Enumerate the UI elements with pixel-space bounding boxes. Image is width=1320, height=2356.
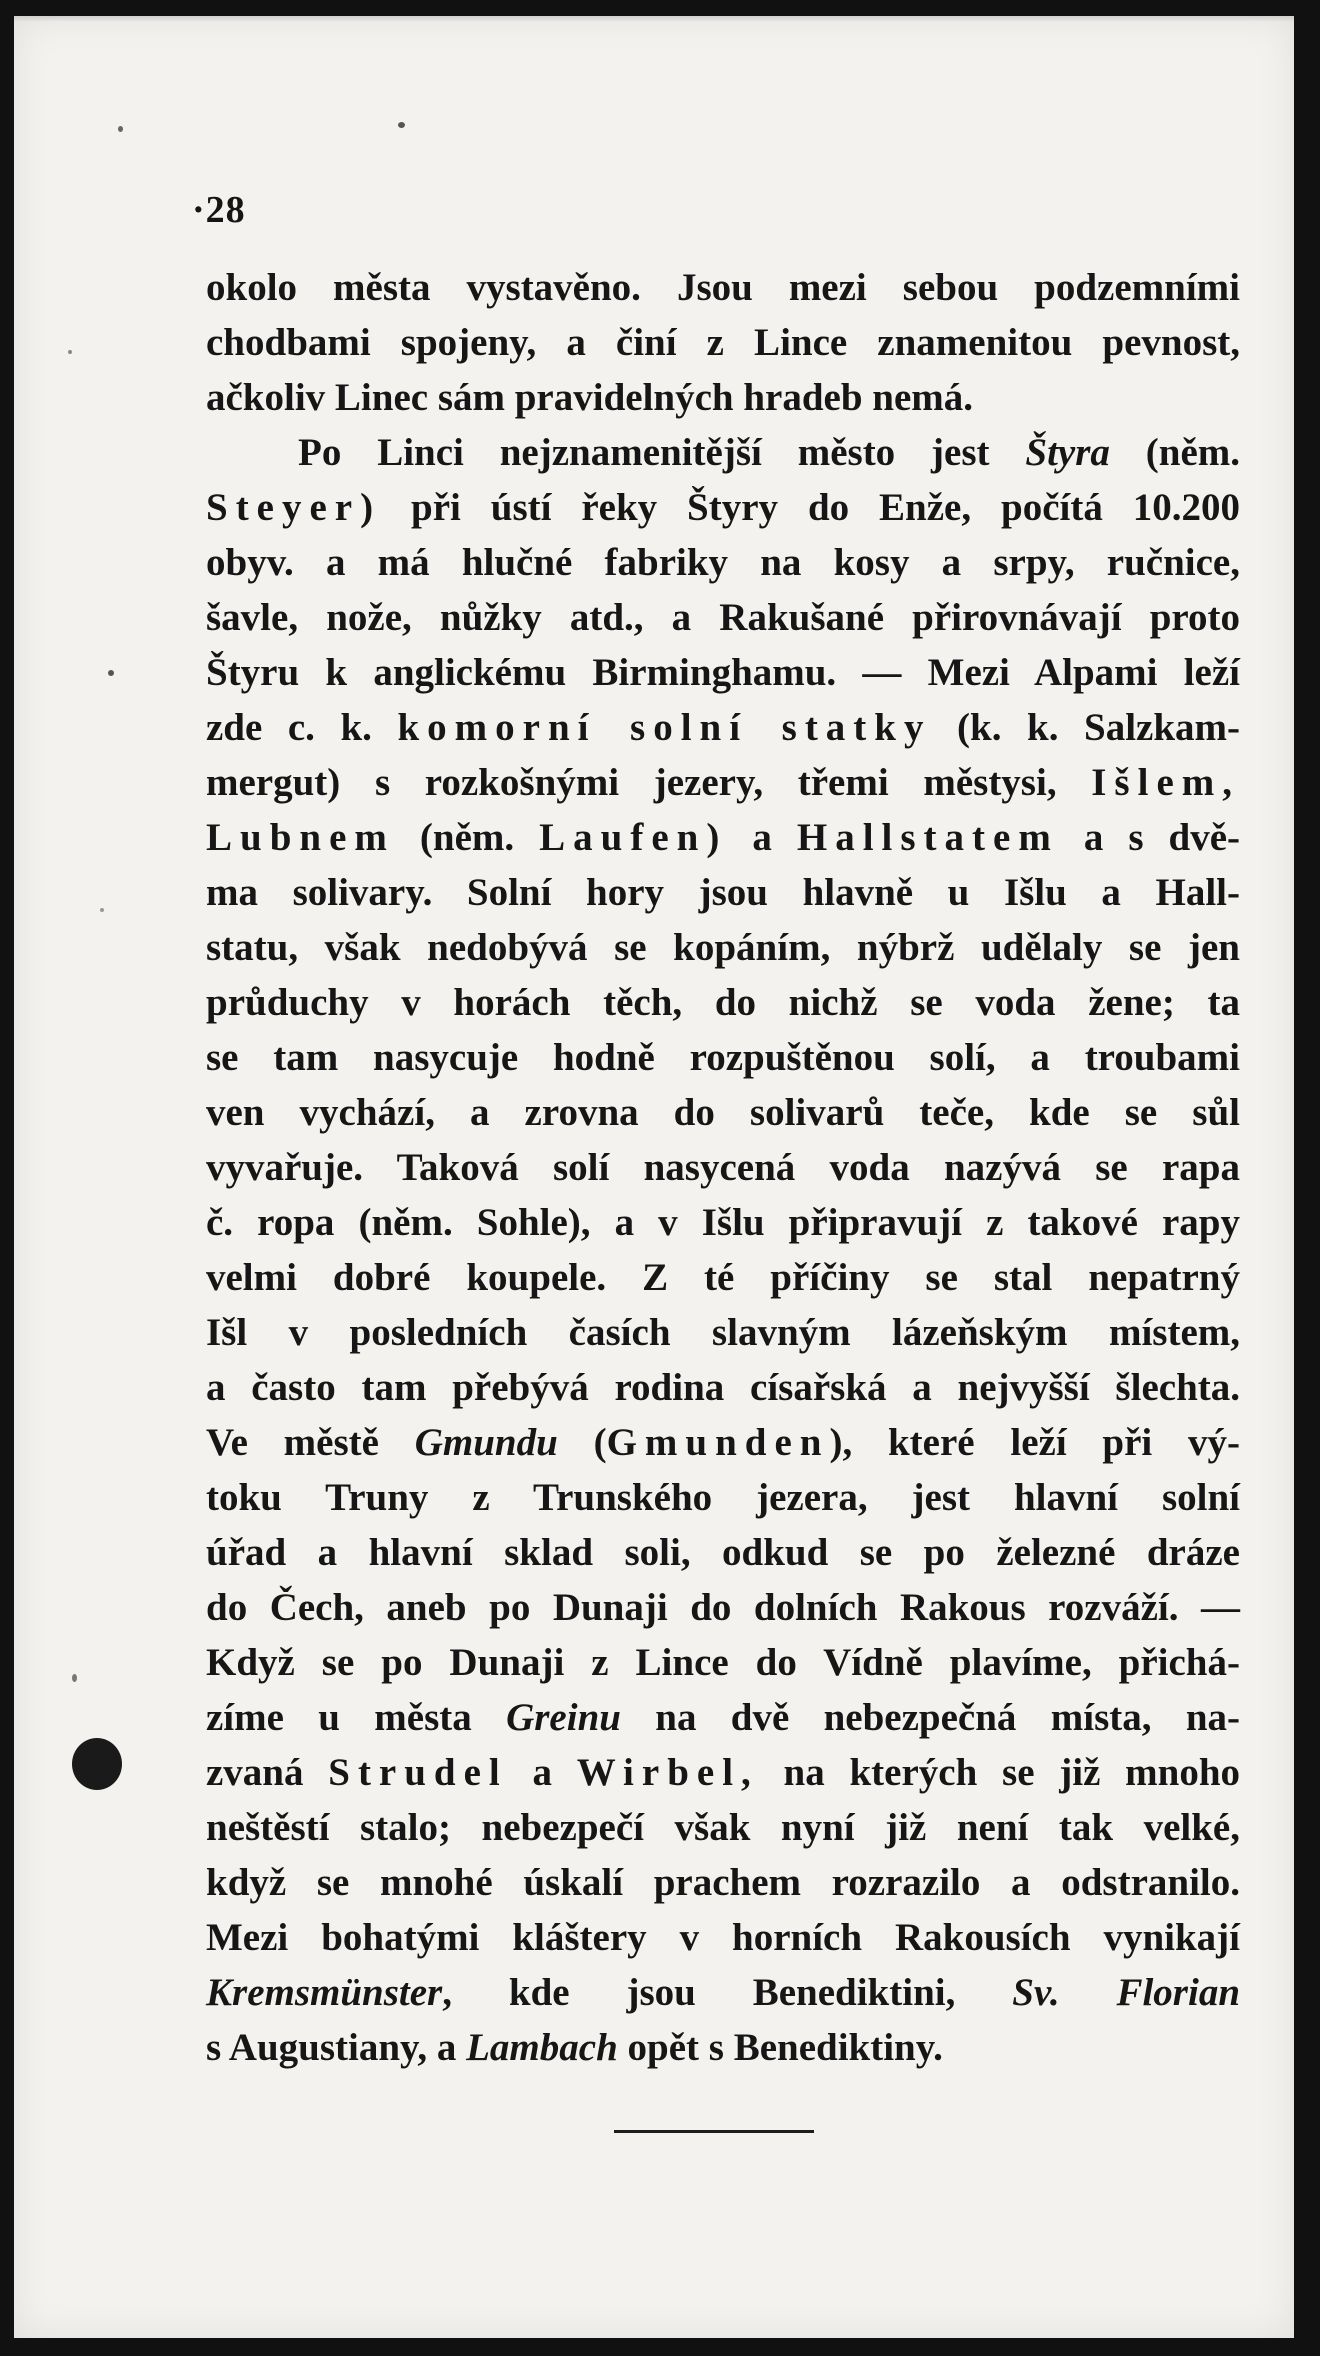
text-line-20 [206,1305,1240,1360]
text-line-26 [206,1635,1240,1690]
text-line-4 [206,425,1240,480]
text-line-15 [206,1030,1240,1085]
text-segment: ven vychází, a zrovna do solivarů teče, kde se sůl [206,1091,1240,1134]
text-segment: statu, však nedobývá se kopáním, nýbrž udělaly se jen [206,926,1240,969]
section-end-rule [614,2130,814,2133]
text-segment: do Čech, aneb po Dunaji do dolních Rakous rozváží. — [206,1586,1240,1629]
text-segment: ma solivary. Solní hory jsou hlavně u Išlu a Hall- [206,871,1240,914]
spaced-term: Laufen) [539,816,728,859]
text-line-5 [206,480,1240,535]
text-line-31 [206,1910,1240,1965]
text-line-33 [206,2020,1240,2075]
spaced-term: komorní solní statky [397,706,932,749]
text-segment: , kde jsou Benediktini, [442,1971,956,2014]
text-segment: neštěstí stalo; nebezpečí však nyní již není tak velké, [206,1806,1240,1849]
text-segment: šavle, nože, nůžky atd., a Rakušané přirovnávají proto [206,596,1240,639]
spaced-term: Išlem, [1091,761,1240,804]
text-segment: a často tam přebývá rodina císařská a nejvyšší šlechta. [206,1366,1240,1409]
text-segment: mergut) s rozkošnými jezery, třemi městysi, [206,761,1057,804]
place-name-kremsmunster: Kremsmünster [206,1971,443,2014]
text-line-19 [206,1250,1240,1305]
text-segment: s Augustiany, a [206,2026,457,2069]
text-segment: č. ropa (něm. Sohle), a v Išlu připravují z takové rapy [206,1201,1240,1244]
text-line-9 [206,700,1240,755]
text-segment: (něm. [419,816,515,859]
place-name-styra: Štyra [1025,431,1110,474]
ink-speck [68,350,72,354]
text-line-30 [206,1855,1240,1910]
ink-speck [72,1674,77,1682]
text-segment: a [752,816,772,859]
text-line-6 [206,535,1240,590]
place-name-gmundu: Gmundu [414,1421,558,1464]
text-segment: velmi dobré koupele. Z té příčiny se stal nepatrný [206,1256,1240,1299]
book-page [14,16,1294,2338]
text-line-25 [206,1580,1240,1635]
text-line-16 [206,1085,1240,1140]
text-segment: na dvě nebezpečná místa, na- [655,1696,1240,1739]
text-segment: Když se po Dunaji z Lince do Vídně plavíme, přichá- [206,1641,1240,1684]
text-segment: a s dvě- [1083,816,1241,859]
text-line-18 [206,1195,1240,1250]
text-segment: průduchy v horách těch, do nichž se voda žene; ta [206,981,1240,1024]
ink-speck [100,908,104,912]
text-segment: okolo města vystavěno. Jsou mezi sebou podzemními [206,266,1240,309]
text-line-23 [206,1470,1240,1525]
ink-speck [398,122,405,128]
text-segment: zde c. k. [206,706,372,749]
text-segment: a [532,1751,553,1794]
text-line-11 [206,810,1240,865]
text-line-28 [206,1745,1240,1800]
text-line-7 [206,590,1240,645]
text-segment: vyvařuje. Taková solí nasycená voda nazývá se rapa [206,1146,1240,1189]
text-segment: Po Linci nejznamenitější město jest [298,431,990,474]
text-segment: Mezi bohatými kláštery v horních Rakousích vynikají [206,1916,1240,1959]
text-segment: chodbami spojeny, a činí z Lince znamenitou pevnost, [206,321,1240,364]
spaced-term: Strudel [328,1751,508,1794]
text-segment: ačkoliv Linec sám pravidelných hradeb nemá. [206,376,974,419]
text-segment: Ve městě [206,1421,379,1464]
ink-speck [108,670,114,676]
text-line-22 [206,1415,1240,1470]
text-line-24 [206,1525,1240,1580]
text-line-13 [206,920,1240,975]
text-line-10 [206,755,1240,810]
text-segment: úřad a hlavní sklad soli, odkud se po železné dráze [206,1531,1240,1574]
text-line-12 [206,865,1240,920]
place-name-greinu: Greinu [506,1696,621,1739]
text-segment: (něm. [1145,431,1241,474]
spaced-term: Gmunden [606,1421,830,1464]
ink-speck [118,126,123,132]
text-segment: zíme u města [206,1696,472,1739]
text-segment: Išl v posledních časích slavným lázeňským místem, [206,1311,1240,1354]
text-line-29 [206,1800,1240,1855]
text-segment: obyv. a má hlučné fabriky na kosy a srpy, ručnice, [206,541,1240,584]
text-line-1 [206,260,1240,315]
place-name-lambach: Lambach [466,2026,618,2069]
text-line-3 [206,370,1240,425]
text-segment: Štyru k anglickému Birminghamu. — Mezi Alpami leží [206,651,1240,694]
text-segment: ), které leží při vý- [829,1421,1241,1464]
spaced-term: Wirbel, [576,1751,759,1794]
spaced-term: Lubnem [206,816,395,859]
text-segment: ( [593,1421,607,1464]
text-segment: (k. k. Salzkam- [957,706,1241,749]
page-edge-shadow [14,16,1294,22]
text-segment: když se mnohé úskalí prachem rozrazilo a odstranilo. [206,1861,1240,1904]
text-line-8 [206,645,1240,700]
text-segment: zvaná [206,1751,304,1794]
text-segment: opět s Benediktiny. [627,2026,943,2069]
text-segment: při ústí řeky Štyry do Enže, počítá 10.200 [411,486,1240,529]
text-line-17 [206,1140,1240,1195]
text-segment: se tam nasycuje hodně rozpuštěnou solí, a troubami [206,1036,1240,1079]
page-body-text [206,260,1240,2075]
ink-blot [72,1738,122,1790]
text-segment: toku Truny z Trunského jezera, jest hlavní solní [206,1476,1240,1519]
text-line-2 [206,315,1240,370]
text-segment: na kterých se již mnoho [783,1751,1241,1794]
spaced-term: Steyer) [206,486,382,529]
page-number: ·28 [192,189,246,231]
text-line-27 [206,1690,1240,1745]
text-line-14 [206,975,1240,1030]
spaced-term: Hallstatem [796,816,1059,859]
text-line-21 [206,1360,1240,1415]
text-line-32 [206,1965,1240,2020]
place-name-florian: Sv. Florian [1012,1971,1241,2014]
